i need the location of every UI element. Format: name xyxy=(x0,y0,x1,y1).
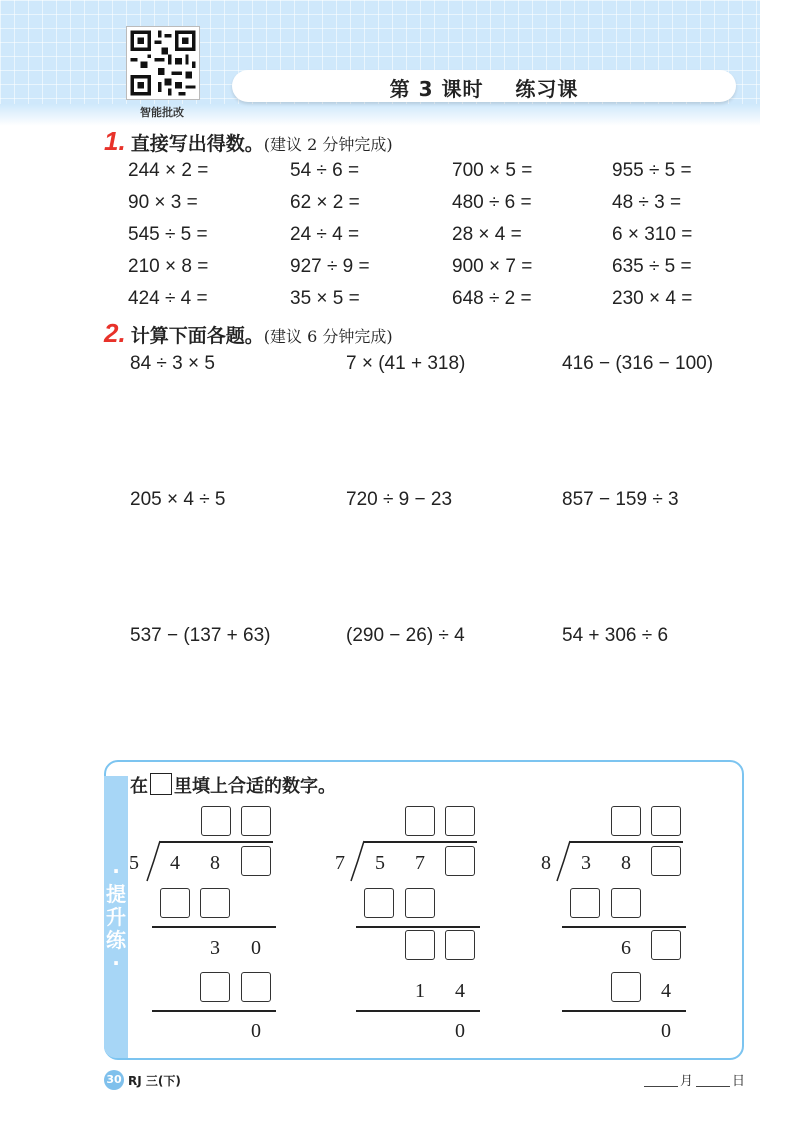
oral-calc-item: 244 × 2 = xyxy=(128,160,209,181)
product-digit: 4 xyxy=(455,980,465,1002)
product-digit: 4 xyxy=(661,980,671,1002)
remainder-box[interactable] xyxy=(405,930,435,960)
oral-calc-item: 424 ÷ 4 = xyxy=(128,288,208,309)
quotient-box-tens[interactable] xyxy=(611,806,641,836)
product-box[interactable] xyxy=(611,888,641,918)
remainder-box[interactable] xyxy=(445,930,475,960)
remainder-digit: 6 xyxy=(621,937,631,959)
division-bracket-top xyxy=(364,841,477,843)
oral-calc-item: 635 ÷ 5 = xyxy=(612,256,692,277)
oral-calc-item: 54 ÷ 6 = xyxy=(290,160,360,181)
page-number: 30 xyxy=(104,1070,124,1090)
qr-code[interactable] xyxy=(126,26,200,100)
subtraction-line xyxy=(356,926,480,928)
calc-problem: 416 − (316 − 100) xyxy=(562,353,714,374)
subtraction-line xyxy=(152,926,276,928)
oral-calc-item: 48 ÷ 3 = xyxy=(612,192,682,213)
section1-heading xyxy=(104,126,393,157)
dividend-digit: 8 xyxy=(210,852,220,874)
calc-problem: 7 × (41 + 318) xyxy=(346,353,466,374)
oral-calc-item: 28 × 4 = xyxy=(452,224,522,245)
calc-problem: (290 − 26) ÷ 4 xyxy=(346,625,465,646)
calc-problem: 537 − (137 + 63) xyxy=(130,625,271,646)
dividend-digit: 5 xyxy=(375,852,385,874)
edition-label: RJ 三(下) xyxy=(128,1074,181,1088)
subtraction-line xyxy=(152,1010,276,1012)
subtraction-line xyxy=(562,1010,686,1012)
final-remainder: 0 xyxy=(251,1020,261,1042)
oral-calc-item: 480 ÷ 6 = xyxy=(452,192,532,213)
divisor: 7 xyxy=(335,852,345,874)
division-bracket-top xyxy=(570,841,683,843)
oral-calc-item: 35 × 5 = xyxy=(290,288,360,309)
dividend-digit: 8 xyxy=(621,852,631,874)
product-box[interactable] xyxy=(200,888,230,918)
header-fade xyxy=(0,104,760,126)
dividend-digit: 3 xyxy=(581,852,591,874)
remainder-box[interactable] xyxy=(651,930,681,960)
oral-calc-item: 230 × 4 = xyxy=(612,288,693,309)
dividend-digit: 7 xyxy=(415,852,425,874)
qr-label: 智能批改 xyxy=(140,106,184,119)
product-box[interactable] xyxy=(611,972,641,1002)
oral-calc-item: 900 × 7 = xyxy=(452,256,533,277)
calc-problem: 205 × 4 ÷ 5 xyxy=(130,489,226,510)
practice-tab-label: ·提升练· xyxy=(106,859,126,975)
product-box[interactable] xyxy=(241,972,271,1002)
instruction-text-before: 在 xyxy=(130,776,148,797)
oral-calc-item: 648 ÷ 2 = xyxy=(452,288,532,309)
practice-instruction xyxy=(130,772,336,798)
quotient-box-ones[interactable] xyxy=(445,806,475,836)
oral-calc-item: 927 ÷ 9 = xyxy=(290,256,370,277)
section1-title: 直接写出得数。 xyxy=(130,133,264,155)
oral-calc-item: 90 × 3 = xyxy=(128,192,198,213)
section2-hint: (建议 6 分钟完成) xyxy=(263,327,393,346)
calc-problem: 54 + 306 ÷ 6 xyxy=(562,625,669,646)
lesson-title: 第 3 课时 练习课 xyxy=(389,77,579,101)
calc-problem: 84 ÷ 3 × 5 xyxy=(130,353,215,374)
subtraction-line xyxy=(562,926,686,928)
dividend-box[interactable] xyxy=(651,846,681,876)
oral-calc-item: 545 ÷ 5 = xyxy=(128,224,208,245)
remainder-digit: 3 xyxy=(210,937,220,959)
oral-calc-item: 24 ÷ 4 = xyxy=(290,224,360,245)
product-digit: 1 xyxy=(415,980,425,1002)
divisor: 5 xyxy=(129,852,139,874)
quotient-box-ones[interactable] xyxy=(651,806,681,836)
oral-calc-item: 62 × 2 = xyxy=(290,192,360,213)
quotient-box-ones[interactable] xyxy=(241,806,271,836)
final-remainder: 0 xyxy=(455,1020,465,1042)
remainder-digit: 0 xyxy=(251,937,261,959)
product-box[interactable] xyxy=(364,888,394,918)
dividend-box[interactable] xyxy=(241,846,271,876)
divisor: 8 xyxy=(541,852,551,874)
section1-number: 1. xyxy=(104,126,126,156)
oral-calc-item: 210 × 8 = xyxy=(128,256,209,277)
product-box[interactable] xyxy=(570,888,600,918)
oral-calc-item: 955 ÷ 5 = xyxy=(612,160,692,181)
subtraction-line xyxy=(356,1010,480,1012)
quotient-box-tens[interactable] xyxy=(405,806,435,836)
day-label: 日 xyxy=(732,1074,746,1089)
dividend-digit: 4 xyxy=(170,852,180,874)
division-bracket-top xyxy=(160,841,273,843)
oral-calc-item: 6 × 310 = xyxy=(612,224,693,245)
product-box[interactable] xyxy=(200,972,230,1002)
product-box[interactable] xyxy=(160,888,190,918)
section1-hint: (建议 2 分钟完成) xyxy=(263,135,393,154)
calc-problem: 857 − 159 ÷ 3 xyxy=(562,489,679,510)
final-remainder: 0 xyxy=(661,1020,671,1042)
inline-box-icon xyxy=(150,773,172,795)
section2-title: 计算下面各题。 xyxy=(130,325,264,347)
instruction-text-after: 里填上合适的数字。 xyxy=(174,776,336,797)
oral-calc-item: 700 × 5 = xyxy=(452,160,533,181)
calc-problem: 720 ÷ 9 − 23 xyxy=(346,489,453,510)
division-bracket-curve xyxy=(145,840,163,882)
product-box[interactable] xyxy=(405,888,435,918)
quotient-box-tens[interactable] xyxy=(201,806,231,836)
section2-number: 2. xyxy=(104,318,126,348)
dividend-box[interactable] xyxy=(445,846,475,876)
day-blank[interactable] xyxy=(696,1086,730,1087)
month-label: 月 xyxy=(680,1074,694,1089)
section2-heading xyxy=(104,318,393,349)
month-blank[interactable] xyxy=(644,1086,678,1087)
